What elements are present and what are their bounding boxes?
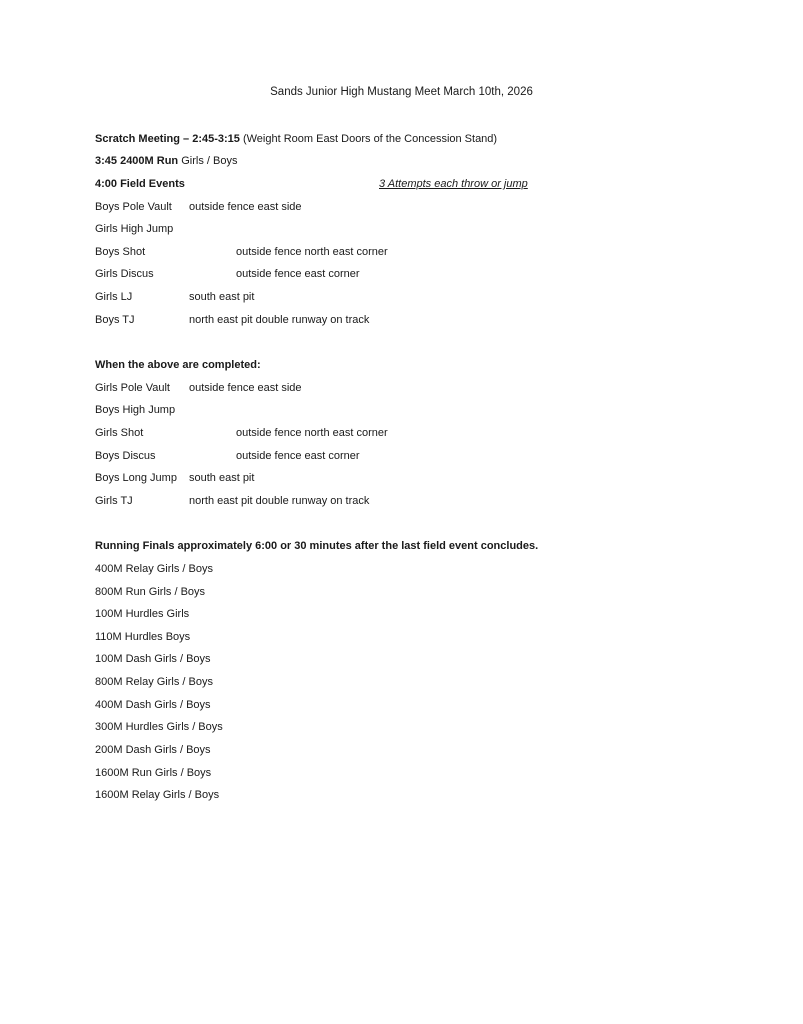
event-location: south east pit bbox=[189, 291, 255, 303]
field-event-row bbox=[95, 448, 695, 464]
field-event-row bbox=[95, 493, 695, 509]
event-name: Girls Pole Vault bbox=[95, 382, 170, 394]
event-location: outside fence north east corner bbox=[236, 246, 388, 258]
final-event-item: 800M Run Girls / Boys bbox=[95, 586, 206, 598]
scratch-meeting-location: (Weight Room East Doors of the Concession Stand) bbox=[239, 133, 498, 145]
field-event-row bbox=[95, 470, 695, 486]
event-name: Girls Discus bbox=[95, 268, 154, 280]
field-event-row bbox=[95, 199, 695, 215]
final-event-item: 400M Relay Girls / Boys bbox=[95, 563, 213, 575]
event-location: north east pit double runway on track bbox=[189, 495, 370, 507]
field-event-row bbox=[95, 380, 695, 396]
event-location: outside fence east corner bbox=[236, 268, 360, 280]
final-event-item: 100M Dash Girls / Boys bbox=[95, 653, 211, 665]
field-event-row bbox=[95, 221, 695, 237]
field-event-row bbox=[95, 289, 695, 305]
event-name: Girls LJ bbox=[95, 291, 133, 303]
event-location: north east pit double runway on track bbox=[189, 314, 370, 326]
field-event-row bbox=[95, 266, 695, 282]
event-name: Boys Shot bbox=[95, 246, 146, 258]
second-group-heading: When the above are completed: bbox=[95, 359, 261, 371]
run-2400-divisions: Girls / Boys bbox=[178, 155, 238, 167]
run-2400-label: 3:45 2400M Run bbox=[95, 155, 179, 167]
field-event-row bbox=[95, 244, 695, 260]
final-event-item: 110M Hurdles Boys bbox=[95, 631, 191, 643]
event-location: south east pit bbox=[189, 472, 255, 484]
scratch-meeting-label: Scratch Meeting – 2:45-3:15 bbox=[95, 133, 240, 145]
event-name: Girls High Jump bbox=[95, 223, 174, 235]
attempts-note: 3 Attempts each throw or jump bbox=[379, 178, 528, 190]
document-title: Sands Junior High Mustang Meet March 10th, 2026 bbox=[270, 86, 533, 98]
field-event-row bbox=[95, 312, 695, 328]
event-name: Boys Pole Vault bbox=[95, 201, 172, 213]
event-name: Girls TJ bbox=[95, 495, 133, 507]
event-name: Boys High Jump bbox=[95, 404, 176, 416]
field-events-line bbox=[95, 176, 695, 192]
final-event-item: 200M Dash Girls / Boys bbox=[95, 744, 211, 756]
event-name: Girls Shot bbox=[95, 427, 144, 439]
final-event-item: 1600M Relay Girls / Boys bbox=[95, 789, 220, 801]
scratch-meeting-line bbox=[95, 131, 497, 147]
event-location: outside fence north east corner bbox=[236, 427, 388, 439]
field-event-row bbox=[95, 402, 695, 418]
field-events-heading: 4:00 Field Events bbox=[95, 178, 185, 190]
event-location: outside fence east side bbox=[189, 382, 302, 394]
event-name: Boys Discus bbox=[95, 450, 156, 462]
event-location: outside fence east side bbox=[189, 201, 302, 213]
final-event-item: 400M Dash Girls / Boys bbox=[95, 699, 211, 711]
final-event-item: 800M Relay Girls / Boys bbox=[95, 676, 213, 688]
event-name: Boys Long Jump bbox=[95, 472, 177, 484]
event-location: outside fence east corner bbox=[236, 450, 360, 462]
field-event-row bbox=[95, 425, 695, 441]
final-event-item: 1600M Run Girls / Boys bbox=[95, 767, 212, 779]
final-event-item: 100M Hurdles Girls bbox=[95, 608, 190, 620]
event-name: Boys TJ bbox=[95, 314, 135, 326]
running-finals-heading: Running Finals approximately 6:00 or 30 minutes after the last field event concludes. bbox=[95, 540, 539, 552]
run-2400-line bbox=[95, 153, 237, 169]
final-event-item: 300M Hurdles Girls / Boys bbox=[95, 721, 223, 733]
